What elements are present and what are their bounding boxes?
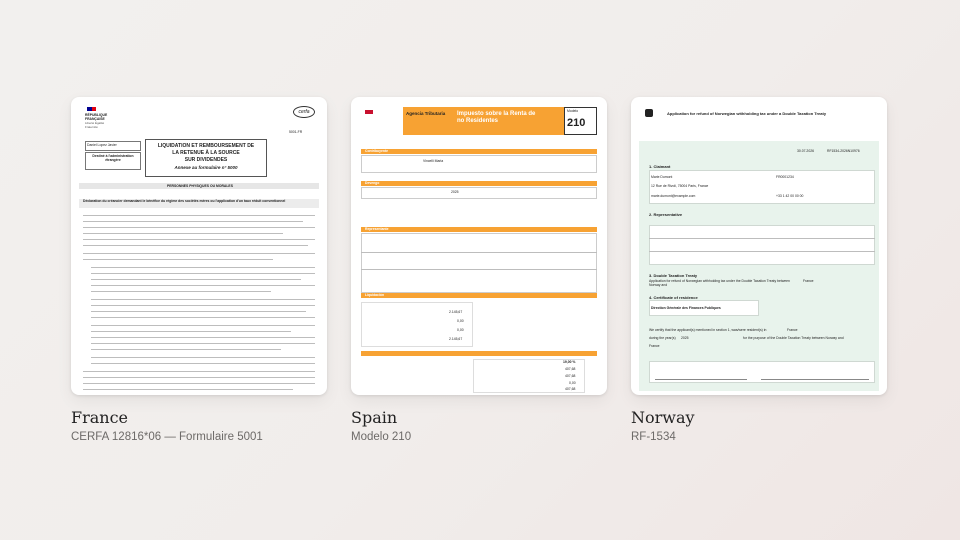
document-card-france[interactable]	[71, 97, 327, 443]
form-identifier: CERFA 12816*06 — Formulaire 5001	[71, 431, 263, 443]
amount-costs: 0,00	[457, 328, 464, 332]
form-identifier: Modelo 210	[351, 431, 412, 443]
text-line	[91, 285, 315, 286]
cerfa-logo: cerfa	[293, 106, 315, 118]
section-representative: 2. Representative	[649, 212, 683, 217]
section-title: PERSONNES PHYSIQUES OU MORALES	[167, 184, 233, 188]
document-thumbnail-norway[interactable]	[631, 97, 887, 395]
period-label: during the year(s)	[649, 336, 676, 340]
republic-motto: Liberté Égalité Fraternité	[85, 121, 105, 129]
period-years: 2025	[681, 336, 689, 340]
spain-crest-icon	[365, 110, 373, 114]
title-box	[145, 139, 267, 177]
text-line	[91, 305, 315, 306]
republic-label: RÉPUBLIQUE FRANÇAISE	[85, 113, 108, 122]
contribuyente-box	[361, 155, 597, 173]
text-line	[91, 267, 315, 268]
text-line	[91, 337, 315, 338]
claimant-phone: +33 1 42 00 00 00	[776, 194, 804, 198]
document-card-norway[interactable]	[631, 97, 887, 443]
skatteetaten-logo-icon	[645, 109, 653, 117]
text-line	[83, 221, 303, 222]
section-treaty: 3. Double Taxation Treaty	[649, 273, 698, 278]
country-name: Spain	[351, 408, 398, 427]
claimant-email: marie.dumont@example.com	[651, 194, 696, 198]
text-line	[91, 291, 271, 292]
certify-text: We certify that the applicant(s) mentioned in section 1, was/were resident(s) in	[649, 328, 767, 332]
text-line	[83, 215, 315, 216]
text-line	[83, 377, 315, 378]
amount-base: 2.145,67	[449, 310, 463, 314]
section-liquidacion: Liquidación	[365, 293, 385, 297]
document-thumbnail-france[interactable]	[71, 97, 327, 395]
form-number: 5001-FR	[289, 130, 303, 134]
form-row-line	[649, 251, 875, 252]
form-identifier: RF-1534	[631, 431, 676, 443]
form-date: 30.07.2026	[797, 149, 814, 153]
name-line: Daniel Lopez Javier	[85, 141, 141, 151]
section-bar	[361, 227, 597, 232]
model-label: Modelo	[567, 109, 579, 113]
treaty-country: France	[803, 279, 814, 283]
form-title: Application for refund of Norwegian withholding tax under a Double Taxation Treaty	[667, 111, 827, 116]
period-text: for the purpose of the Double Taxation Treaty between Norway and	[743, 336, 844, 340]
text-line	[83, 253, 315, 254]
text-line	[91, 317, 315, 318]
section-bar	[361, 149, 597, 154]
marianne-logo-red	[92, 107, 96, 111]
text-line	[83, 259, 273, 260]
devengo-box	[361, 187, 597, 199]
taxpayer-name: Vincelli Maria	[423, 159, 444, 163]
tax-rate: 19,00 %	[563, 360, 576, 364]
document-card-spain[interactable]	[351, 97, 607, 443]
text-line	[83, 233, 283, 234]
tax-year: 2025	[451, 190, 459, 194]
section-bar	[361, 293, 597, 298]
text-line	[83, 389, 293, 390]
amount-deductions: 0,00	[457, 319, 464, 323]
text-line	[91, 299, 315, 300]
tax-authority: Direction Générale des Finances Publiques	[651, 306, 721, 310]
document-thumbnail-spain[interactable]	[351, 97, 607, 395]
text-line	[83, 371, 315, 372]
signature-line	[655, 379, 747, 380]
resident-country: France	[787, 328, 798, 332]
form-row-line	[361, 252, 597, 253]
form-row-line	[649, 238, 875, 239]
agency-name: Agencia Tributaria	[406, 111, 446, 116]
text-line	[91, 343, 315, 344]
text-line	[91, 363, 315, 364]
title-line-3: SUR DIVIDENDES	[184, 157, 228, 163]
section-certificate: 4. Certificate of residence	[649, 295, 698, 300]
section-devengo: Devengo	[365, 181, 380, 185]
representative-box	[649, 225, 875, 265]
text-line	[91, 311, 306, 312]
recipient-box: Destiné à l'administration étrangère	[85, 152, 141, 170]
amount-total-base: 2.145,67	[449, 337, 463, 341]
section-a-title: Déclaration du créancier demandant le bénéfice du régime des sociétés mères ou l'application d'un taux réduit conventionnel	[83, 199, 286, 203]
model-number: 210	[567, 117, 586, 129]
annex-label: Annexe au formulaire n° 5000	[174, 165, 238, 170]
amount-quota: 407,68	[565, 367, 576, 371]
country-name: Norway	[631, 408, 695, 427]
amount-result: 407,68	[565, 387, 576, 391]
amount-withheld: 407,68	[565, 374, 576, 378]
text-line	[83, 239, 315, 240]
text-line	[83, 227, 315, 228]
form-row-line	[361, 269, 597, 270]
text-line	[91, 357, 315, 358]
text-line	[91, 325, 315, 326]
representante-box	[361, 233, 597, 293]
section-bar	[361, 351, 597, 356]
section-claimant: 1. Claimant	[649, 164, 671, 169]
amount-previous: 0,00	[569, 381, 576, 385]
claimant-id: FR0001234	[776, 175, 794, 179]
claimant-name: Marie Dumont	[651, 175, 673, 179]
text-line	[91, 349, 281, 350]
title-line-2: LA RETENUE À LA SOURCE	[172, 150, 240, 156]
period-country: France	[649, 344, 660, 348]
text-line	[91, 331, 291, 332]
form-reference: RF1534-2026N10976	[827, 149, 860, 153]
form-title: Impuesto sobre la Renta de no Residentes	[457, 111, 536, 125]
text-line	[83, 245, 308, 246]
section-contribuyente: Contribuyente	[365, 149, 388, 153]
title-line-1: LIQUIDATION ET REMBOURSEMENT DE	[157, 143, 255, 149]
text-line	[91, 279, 301, 280]
country-name: France	[71, 408, 129, 427]
text-line	[83, 383, 315, 384]
text-line	[91, 273, 315, 274]
section-representante: Representante	[365, 227, 389, 231]
treaty-text: Application for refund of Norwegian withholding tax under the Double Taxation Treaty between Norway and	[649, 279, 790, 288]
claimant-address: 12 Rue de Rivoli, 75004 Paris, France	[651, 184, 709, 188]
section-bar	[361, 181, 597, 186]
signature-line	[761, 379, 869, 380]
